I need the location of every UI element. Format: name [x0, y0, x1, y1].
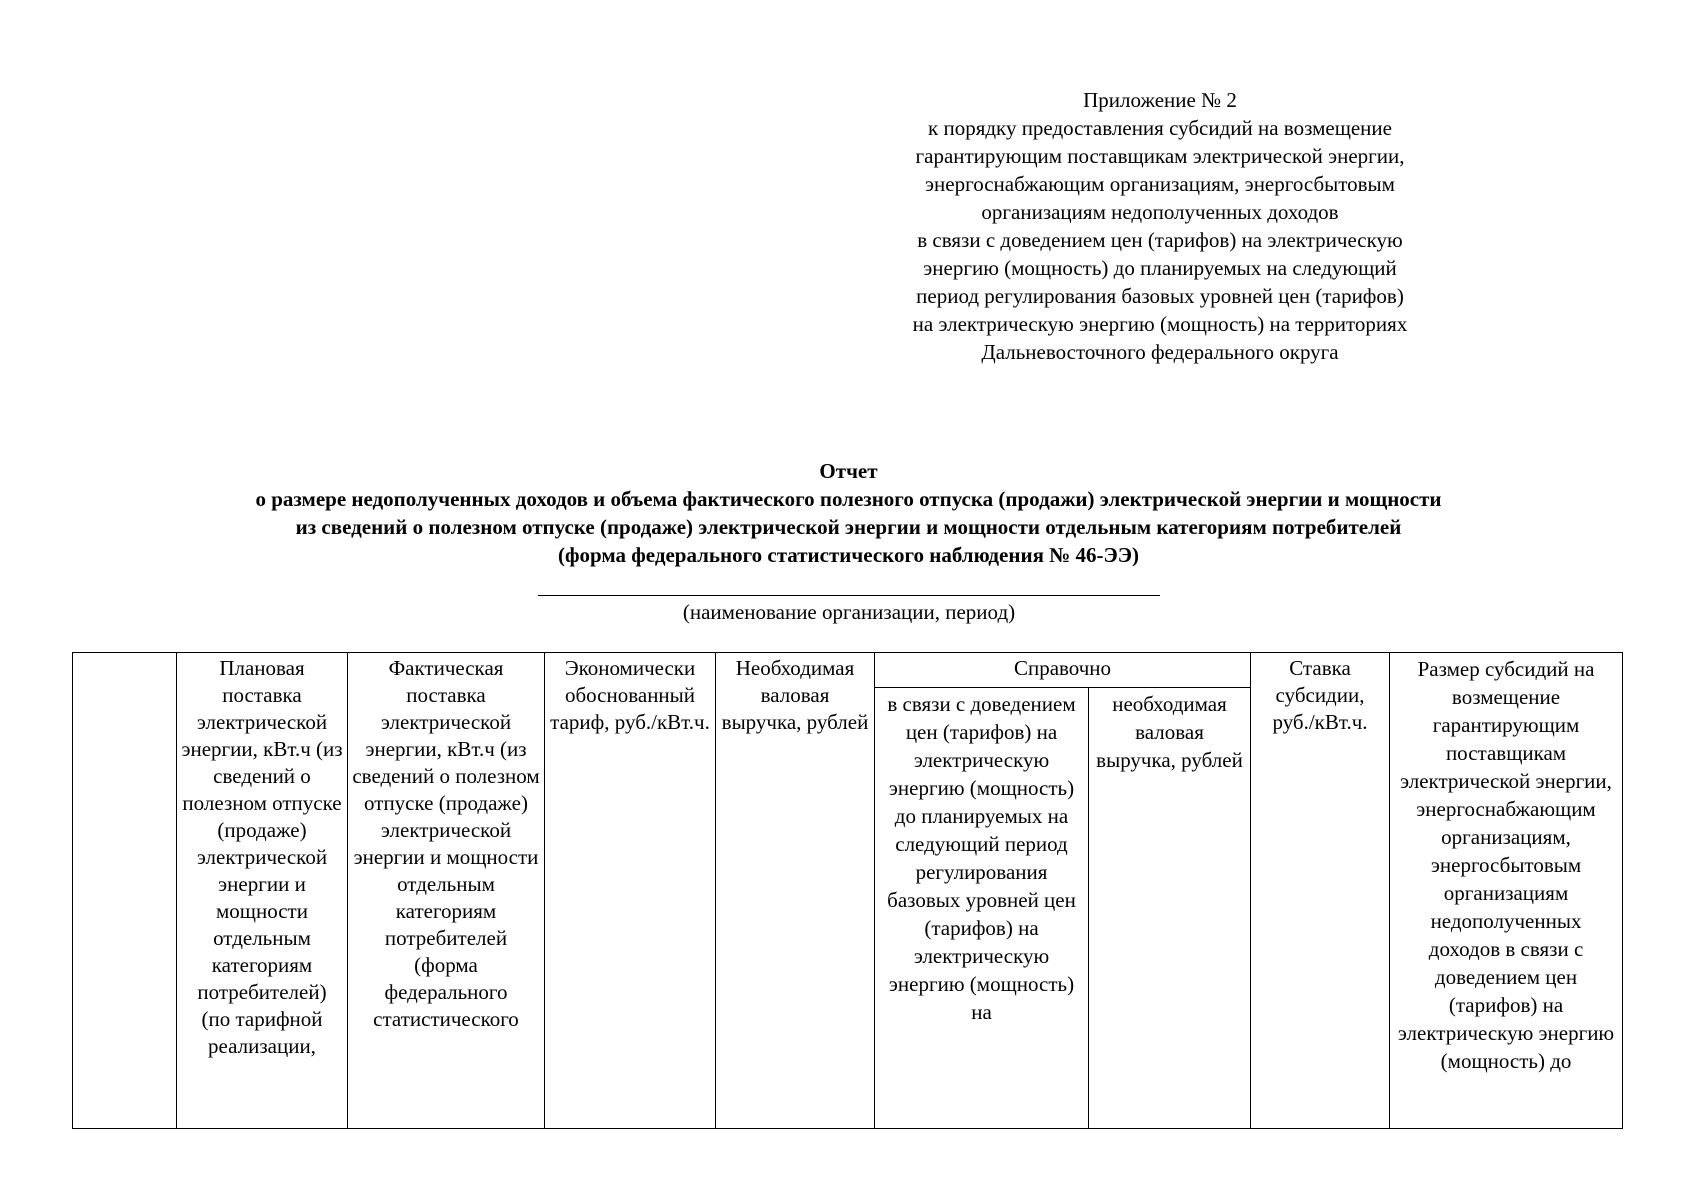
table-header-reference-revenue — [1089, 688, 1251, 1129]
appendix-line: энергоснабжающим организациям, энергосбытовым — [925, 172, 1395, 196]
header-required-revenue-text: Необходимая валовая выручка, рублей — [721, 656, 869, 734]
table-header-subsidy-rate — [1251, 653, 1390, 1129]
appendix-line: на электрическую энергию (мощность) на территориях — [912, 312, 1408, 336]
table-header-required-revenue — [716, 653, 875, 1129]
report-title-line: из сведений о полезном отпуске (продаже) электрической энергии и мощности отдельным категориям потребителей — [295, 515, 1402, 539]
report-title-line: (форма федерального статистического наблюдения № 46-ЭЭ) — [557, 543, 1140, 567]
appendix-line: к порядку предоставления субсидий на возмещение — [928, 116, 1392, 140]
appendix-line: период регулирования базовых уровней цен (тарифов) — [916, 284, 1404, 308]
header-subsidy-amount-text: Размер субсидий на возмещение гарантирующим поставщикам электрической энергии, энергоснабжающим организациям, энергосбытовым организациям недополученных доходов в связи с доведением цен (тарифов) на электрическую энергию (мощность) до — [1397, 657, 1615, 1073]
appendix-line: Дальневосточного федерального округа — [981, 340, 1339, 364]
report-table — [72, 652, 1623, 1129]
appendix-line: гарантирующим поставщикам электрической энергии, — [915, 144, 1405, 168]
table-header-col1 — [73, 653, 177, 1129]
header-subsidy-rate-text: Ставка субсидии, руб./кВт.ч. — [1272, 656, 1368, 734]
table-header-planned-supply — [177, 653, 348, 1129]
appendix-line: энергию (мощность) до планируемых на следующий — [923, 256, 1397, 280]
table-header-subsidy-amount — [1390, 653, 1623, 1129]
header-col1-text — [77, 653, 172, 655]
report-title — [0, 457, 1697, 569]
table-header-economic-tariff — [545, 653, 716, 1129]
header-planned-supply-text: Плановая поставка электрической энергии, кВт.ч (из сведений о полезном отпуске (продаже) электрической энергии и мощности отдельным категориям потребителей) (по тарифной реализации, — [181, 656, 343, 1058]
table-header-reference-group — [875, 653, 1251, 688]
appendix-line: в связи с доведением цен (тарифов) на электрическую — [917, 228, 1403, 252]
header-reference-tariff-text: в связи с доведением цен (тарифов) на электрическую энергию (мощность) до планируемых на следующий период регулирования базовых уровней цен (тарифов) на электрическую энергию (мощность) на — [887, 692, 1076, 1024]
table-header-reference-tariff — [875, 688, 1089, 1129]
appendix-line: Приложение № 2 — [1083, 88, 1237, 112]
header-reference-revenue-text: необходимая валовая выручка, рублей — [1096, 692, 1243, 772]
header-actual-supply-text: Фактическая поставка электрической энергии, кВт.ч (из сведений о полезном отпуске (продаже) электрической энергии и мощности отдельным категориям потребителей (форма федерального статистического — [352, 656, 540, 1031]
appendix-line: организациям недополученных доходов — [981, 200, 1339, 224]
organization-caption: (наименование организации, период) — [682, 600, 1016, 624]
report-title-line: о размере недополученных доходов и объема фактического полезного отпуска (продажи) электрической энергии и мощности — [255, 487, 1442, 511]
report-title-line: Отчет — [819, 459, 878, 483]
header-economic-tariff-text: Экономически обоснованный тариф, руб./кВт.ч. — [550, 656, 710, 734]
appendix-header — [830, 86, 1490, 366]
table-header-actual-supply — [348, 653, 545, 1129]
header-reference-group-text: Справочно — [1013, 656, 1112, 680]
organization-underline — [538, 595, 1160, 596]
